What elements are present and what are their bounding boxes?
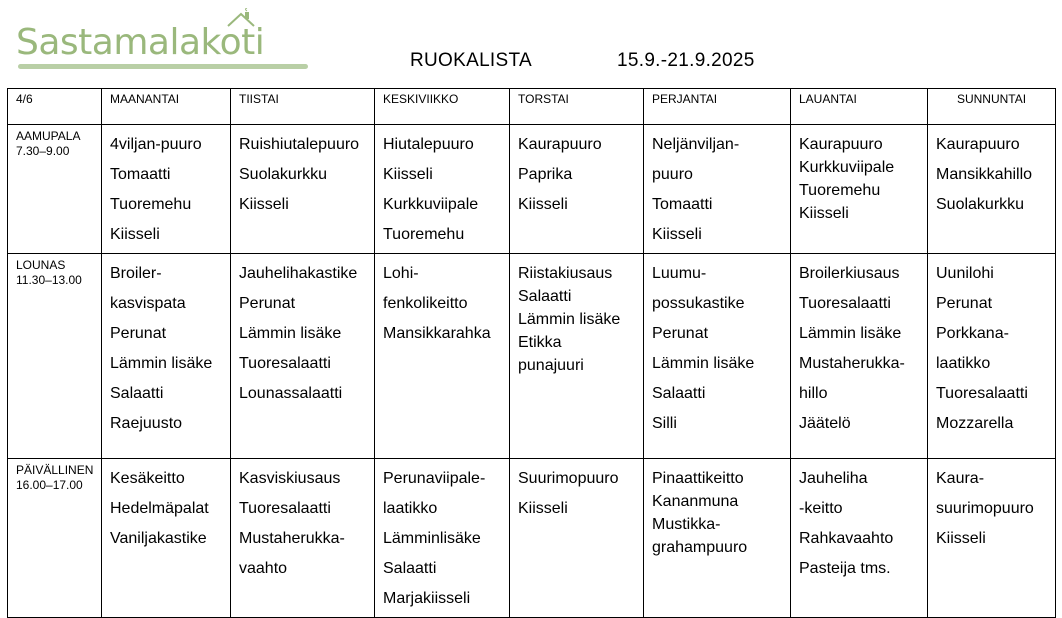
menu-cell <box>375 459 510 618</box>
menu-item: Broiler- <box>110 265 162 282</box>
menu-item: possukastike <box>652 295 745 312</box>
menu-item: Kiisseli <box>518 196 568 213</box>
menu-item: Suurimopuuro <box>518 470 619 487</box>
menu-cell <box>102 254 231 459</box>
header-row <box>8 89 1056 125</box>
menu-item: Kiisseli <box>518 500 568 517</box>
menu-cell <box>375 254 510 459</box>
menu-item: Kurkkuviipale <box>383 196 479 213</box>
menu-item: Mustaherukka- <box>239 530 345 547</box>
menu-item: Tuoresalaatti <box>799 295 891 312</box>
menu-table <box>7 88 1056 618</box>
menu-item: Kasviskiusaus <box>239 470 341 487</box>
menu-item: Marjakiisseli <box>383 590 471 607</box>
menu-cell <box>231 254 375 459</box>
menu-item: Rahkavaahto <box>799 530 894 547</box>
menu-cell <box>928 254 1056 459</box>
menu-item: Etikka <box>518 334 562 351</box>
menu-cell <box>791 125 928 254</box>
menu-item: Lämmin lisäke <box>518 311 621 328</box>
menu-item: Salaatti <box>652 385 706 402</box>
menu-item: Mustikka- <box>652 516 721 533</box>
menu-item: Kesäkeitto <box>110 470 185 487</box>
menu-item: Raejuusto <box>110 415 183 432</box>
logo-text: Sastamalakoti <box>16 22 265 63</box>
menu-item: Kiisseli <box>652 226 702 243</box>
menu-item: Mansikkarahka <box>383 325 491 342</box>
meal-label <box>8 459 102 618</box>
menu-item: Perunat <box>652 325 709 342</box>
menu-cell <box>231 459 375 618</box>
meal-name: PÄIVÄLLINEN <box>16 463 94 477</box>
menu-item: Perunat <box>936 295 993 312</box>
menu-item: Lämmin lisäke <box>799 325 902 342</box>
meal-row-breakfast <box>8 125 1056 254</box>
menu-item: Perunaviipale- <box>383 470 486 487</box>
menu-item: Jauheliha <box>799 470 868 487</box>
menu-item: Vaniljakastike <box>110 530 207 547</box>
menu-cell <box>102 125 231 254</box>
menu-item: Ruishiutalepuuro <box>239 136 360 153</box>
menu-item: Kiisseli <box>239 196 289 213</box>
menu-cell <box>644 254 791 459</box>
menu-item: Tuoremehu <box>383 226 465 243</box>
meal-row-dinner <box>8 459 1056 618</box>
menu-item: Kurkkuviipale <box>799 159 895 176</box>
menu-item: Kiisseli <box>110 226 160 243</box>
menu-item: Kaurapuuro <box>518 136 602 153</box>
meal-row-lunch <box>8 254 1056 459</box>
menu-item: Kaurapuuro <box>936 136 1020 153</box>
menu-item: Kiisseli <box>799 205 849 222</box>
menu-cell <box>791 254 928 459</box>
menu-item: Perunat <box>239 295 296 312</box>
day-header-wed: KESKIVIIKKO <box>375 89 510 125</box>
menu-item: Tomaatti <box>652 196 713 213</box>
meal-time: 11.30–13.00 <box>16 273 82 287</box>
menu-item: Kaurapuuro <box>799 136 883 153</box>
menu-item: Kananmuna <box>652 493 739 510</box>
corner-cell: 4/6 <box>8 89 102 125</box>
menu-item: vaahto <box>239 560 288 577</box>
menu-item: kasvispata <box>110 295 186 312</box>
menu-item: Riistakiusaus <box>518 265 613 282</box>
menu-cell <box>510 254 644 459</box>
menu-item: Porkkana- <box>936 325 1009 342</box>
menu-item: Silli <box>652 415 677 432</box>
menu-cell <box>231 125 375 254</box>
menu-item: Salaatti <box>383 560 437 577</box>
menu-item: -keitto <box>799 500 843 517</box>
day-header-tue: TIISTAI <box>231 89 375 125</box>
menu-item: puuro <box>652 166 693 183</box>
menu-item: Tuoresalaatti <box>936 385 1028 402</box>
menu-item: Perunat <box>110 325 167 342</box>
menu-item: Hedelmäpalat <box>110 500 209 517</box>
menu-item: hillo <box>799 385 828 402</box>
menu-item: Paprika <box>518 166 573 183</box>
menu-item: Lämminlisäke <box>383 530 481 547</box>
menu-item: Suolakurkku <box>239 166 328 183</box>
menu-item: Kaura- <box>936 470 985 487</box>
menu-item: Lohi- <box>383 265 419 282</box>
day-header-sat: LAUANTAI <box>791 89 928 125</box>
menu-item: grahampuuro <box>652 539 748 556</box>
menu-item: Salaatti <box>518 288 572 305</box>
meal-time: 7.30–9.00 <box>16 144 70 158</box>
day-header-fri: PERJANTAI <box>644 89 791 125</box>
menu-item: laatikko <box>936 355 991 372</box>
menu-item: Tomaatti <box>110 166 171 183</box>
menu-item: punajuuri <box>518 357 584 374</box>
menu-cell <box>102 459 231 618</box>
menu-item: Hiutalepuuro <box>383 136 474 153</box>
menu-item: Tuoremehu <box>110 196 192 213</box>
menu-item: Lämmin lisäke <box>110 355 213 372</box>
sastamalakoti-logo <box>16 4 316 70</box>
menu-cell <box>644 459 791 618</box>
menu-item: Mustaherukka- <box>799 355 905 372</box>
menu-item: Pasteija tms. <box>799 560 891 577</box>
menu-item: Kiisseli <box>383 166 433 183</box>
menu-item: Uunilohi <box>936 265 994 282</box>
meal-label <box>8 254 102 459</box>
date-range: 15.9.-21.9.2025 <box>617 50 755 71</box>
menu-item: Jauhelihakastike <box>239 265 358 282</box>
menu-item: Lämmin lisäke <box>652 355 755 372</box>
menu-cell <box>928 125 1056 254</box>
menu-item: Tuoresalaatti <box>239 355 331 372</box>
menu-item: Lämmin lisäke <box>239 325 342 342</box>
menu-item: Suolakurkku <box>936 196 1025 213</box>
menu-item: fenkolikeitto <box>383 295 468 312</box>
menu-item: Neljänviljan- <box>652 136 740 153</box>
day-header-sun: SUNNUNTAI <box>928 89 1056 125</box>
menu-cell <box>644 125 791 254</box>
meal-name: LOUNAS <box>16 258 66 272</box>
menu-item: Lounassalaatti <box>239 385 343 402</box>
menu-item: Jäätelö <box>799 415 851 432</box>
menu-item: laatikko <box>383 500 438 517</box>
day-header-mon: MAANANTAI <box>102 89 231 125</box>
menu-cell <box>791 459 928 618</box>
menu-item: Salaatti <box>110 385 164 402</box>
menu-item: Tuoresalaatti <box>239 500 331 517</box>
menu-item: Tuoremehu <box>799 182 881 199</box>
menu-item: suurimopuuro <box>936 500 1034 517</box>
menu-item: Luumu- <box>652 265 707 282</box>
menu-cell <box>928 459 1056 618</box>
menu-item: 4viljan-puuro <box>110 136 202 153</box>
menu-cell <box>510 125 644 254</box>
menu-item: Pinaattikeitto <box>652 470 744 487</box>
meal-label <box>8 125 102 254</box>
page-title: RUOKALISTA <box>410 50 532 71</box>
meal-time: 16.00–17.00 <box>16 478 83 492</box>
menu-item: Broilerkiusaus <box>799 265 900 282</box>
menu-cell <box>375 125 510 254</box>
menu-item: Mozzarella <box>936 415 1014 432</box>
meal-name: AAMUPALA <box>16 129 81 143</box>
menu-cell <box>510 459 644 618</box>
menu-item: Kiisseli <box>936 530 986 547</box>
day-header-thu: TORSTAI <box>510 89 644 125</box>
logo-underline <box>18 64 308 69</box>
menu-item: Mansikkahillo <box>936 166 1033 183</box>
